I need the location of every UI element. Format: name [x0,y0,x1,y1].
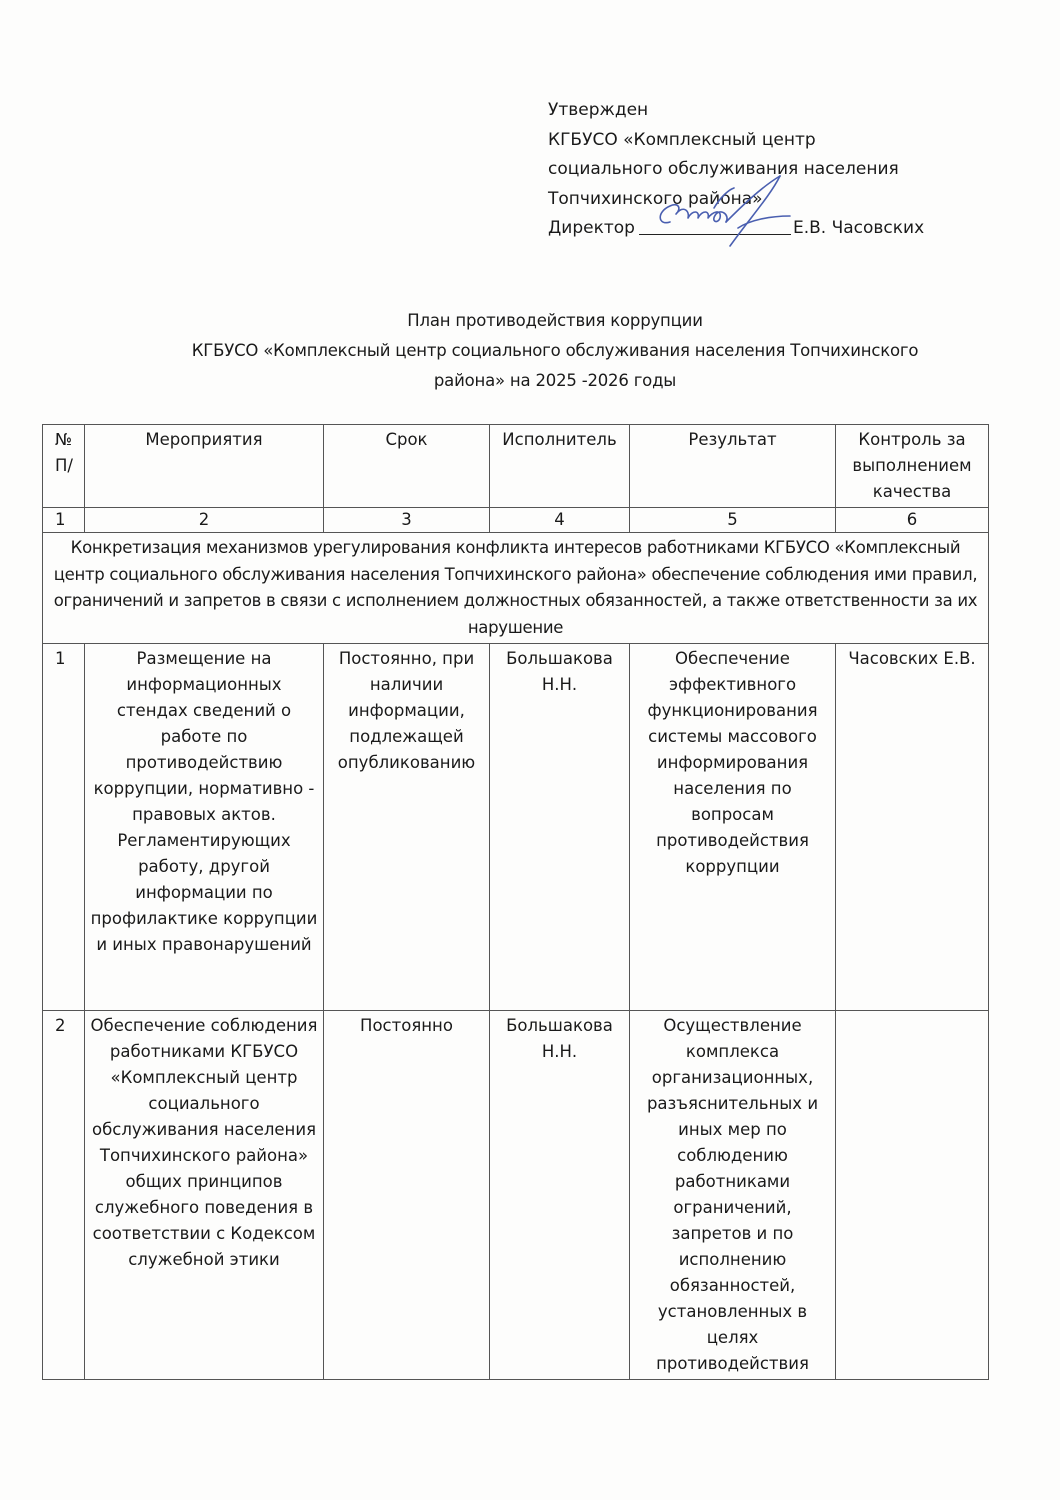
title-line2: КГБУСО «Комплексный центр социального обслуживания населения Топчихинского [191,341,919,360]
document-title [0,306,1060,396]
title-line3: района» на 2025 -2026 годы [433,371,677,390]
header-executor: Исполнитель [490,425,630,508]
approval-org-line3: Топчихинского района» [548,188,763,209]
row-number: 1 [43,644,85,1011]
header-deadline: Срок [324,425,490,508]
approval-org-line2: социального обслуживания населения [548,159,899,179]
handwritten-signature-icon [630,168,810,248]
row-result: Осуществление комплекса организационных, разъяснительных и иных мер по соблюдению работниками ограничений, запретов и по исполнению обязанностей, установленных в целях противодействия [630,1011,836,1380]
column-number: 5 [630,508,836,533]
row-control [836,1011,989,1380]
director-name: Е.В. Часовских [792,218,925,238]
row-control: Часовских Е.В. [836,644,989,1011]
column-number: 3 [324,508,490,533]
column-number: 1 [43,508,85,533]
section-title: Конкретизация механизмов урегулирования конфликта интересов работниками КГБУСО «Комплексный центр социального обслуживания населения Топчихинского района» обеспечение соблюдения ими правил, ограничений и запретов в связи с исполнением должностных обязанностей, а также ответственности за их нарушение [43,533,989,644]
section-row [43,533,989,644]
column-number: 4 [490,508,630,533]
title-line1: План противодействия коррупции [407,311,703,330]
table-header-row [43,425,989,508]
anticorruption-plan-table [42,424,989,1380]
table-row [43,644,989,1011]
row-executor: Большакова Н.Н. [490,644,630,1011]
director-label: Директор [548,218,635,238]
column-number: 2 [85,508,324,533]
row-result: Обеспечение эффективного функционирования системы массового информирования населения по вопросам противодействия коррупции [630,644,836,1011]
row-deadline: Постоянно [324,1011,490,1380]
row-number: 2 [43,1011,85,1380]
header-result: Результат [630,425,836,508]
row-executor: Большакова Н.Н. [490,1011,630,1380]
approval-status: Утвержден [548,100,649,120]
approval-org-line1: КГБУСО «Комплексный центр [548,129,816,150]
table-row [43,1011,989,1380]
row-activity: Обеспечение соблюдения работниками КГБУСО «Комплексный центр социального обслуживания населения Топчихинского района» общих принципов служебного поведения в соответствии с Кодексом служебной этики [85,1011,324,1380]
column-number-row [43,508,989,533]
row-activity: Размещение на информационных стендах сведений о работе по противодействию коррупции, нормативно - правовых актов. Регламентирующих работу, другой информации по профилактике коррупции и иных правонарушений [85,644,324,1011]
header-activity: Мероприятия [85,425,324,508]
column-number: 6 [836,508,989,533]
row-deadline: Постоянно, при наличии информации, подлежащей опубликованию [324,644,490,1011]
header-control: Контроль за выполнением качества [836,425,989,508]
header-number: № П/ [43,425,85,508]
